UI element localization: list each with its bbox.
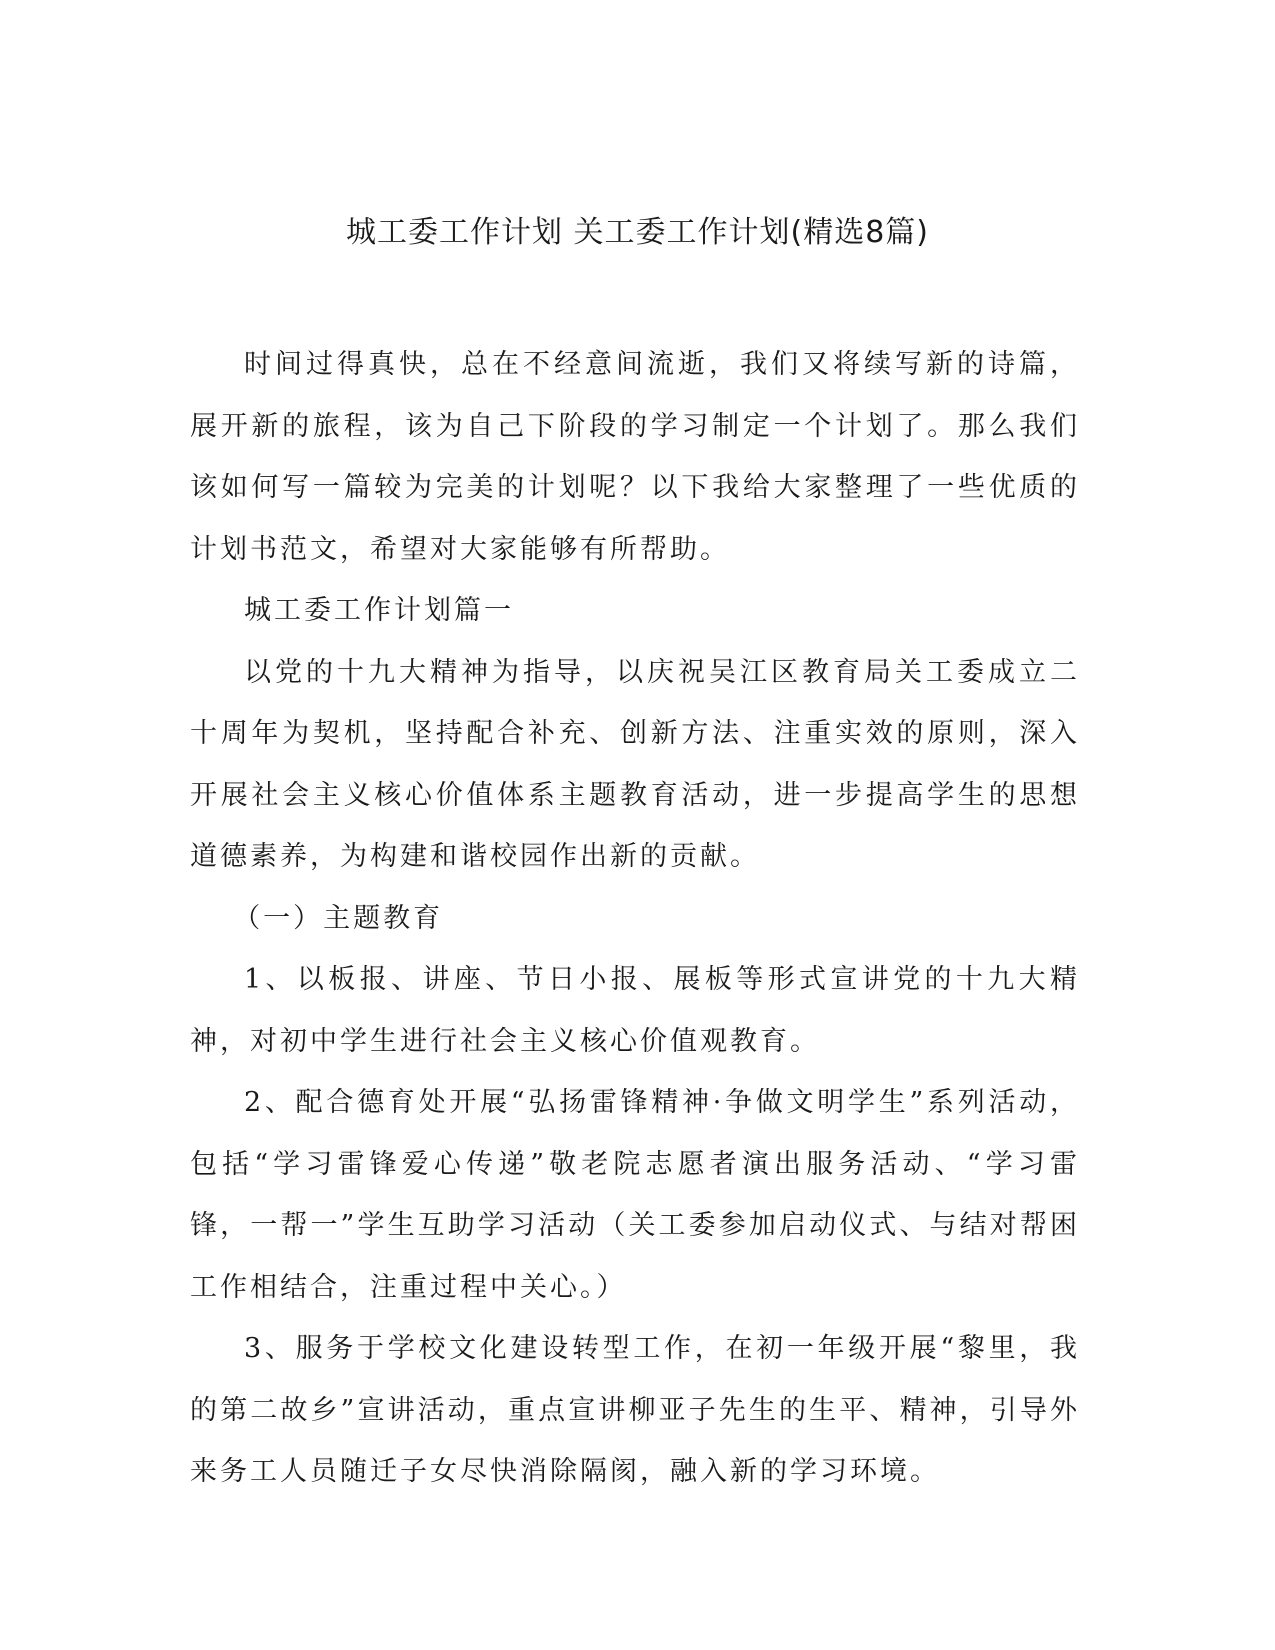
- document-body: [190, 334, 1080, 1503]
- intro-paragraph: 时间过得真快，总在不经意间流逝，我们又将续写新的诗篇，展开新的旅程，该为自己下阶段的学习制定一个计划了。那么我们该如何写一篇较为完美的计划呢？以下我给大家整理了一些优质的计划书范文，希望对大家能够有所帮助。: [190, 349, 1080, 565]
- list-item: 2、配合德育处开展“弘扬雷锋精神·争做文明学生”系列活动，包括“学习雷锋爱心传递”敬老院志愿者演出服务活动、“学习雷锋，一帮一”学生互助学习活动（关工委参加启动仪式、与结对帮困工作相结合，注重过程中关心。）: [190, 1087, 1080, 1303]
- list-item: 1、以板报、讲座、节日小报、展板等形式宣讲党的十九大精神，对初中学生进行社会主义核心价值观教育。: [190, 964, 1080, 1057]
- document-title: 城工委工作计划 关工委工作计划(精选8篇): [345, 215, 930, 250]
- sub-section-heading: （一）主题教育: [233, 902, 444, 934]
- list-item: 3、服务于学校文化建设转型工作，在初一年级开展“黎里，我的第二故乡”宣讲活动，重点宣讲柳亚子先生的生平、精神，引导外来务工人员随迁子女尽快消除隔阂，融入新的学习环境。: [190, 1333, 1080, 1487]
- section-heading: 城工委工作计划篇一: [244, 595, 514, 626]
- body-paragraph: 以党的十九大精神为指导，以庆祝吴江区教育局关工委成立二十周年为契机，坚持配合补充、创新方法、注重实效的原则，深入开展社会主义核心价值体系主题教育活动，进一步提高学生的思想道德素养，为构建和谐校园作出新的贡献。: [190, 656, 1080, 872]
